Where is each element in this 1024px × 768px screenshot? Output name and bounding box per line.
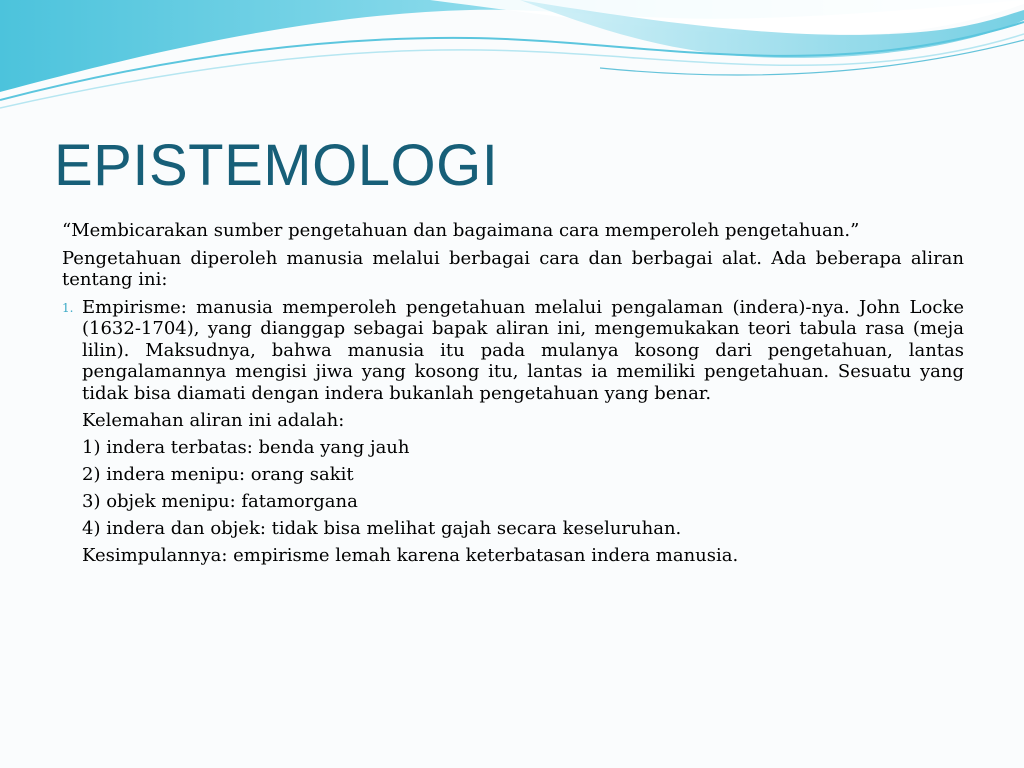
list-item-text: Empirisme: manusia memperoleh pengetahuan melalui pengalaman (indera)-nya. John Locke (1632-1704), yang dianggap sebagai bapak aliran ini, mengemukakan teori tabula rasa (meja lilin). Maksudnya, bahwa manusia itu pada mulanya kosong dari pengetahuan, lantas pengalamannya mengisi jiwa yang kosong itu, lantas ia memiliki pengetahuan. Sesuatu yang tidak bisa diamati dengan indera bukanlah pengetahuan yang benar.: [82, 296, 964, 404]
conclusion-line: Kesimpulannya: empirisme lemah karena keterbatasan indera manusia.: [82, 544, 739, 566]
weakness-line-4: 4) indera dan objek: tidak bisa melihat gajah secara keseluruhan.: [82, 517, 682, 539]
weakness-line-2: 2) indera menipu: orang sakit: [82, 463, 354, 485]
intro-paragraph: Pengetahuan diperoleh manusia melalui berbagai cara dan berbagai alat. Ada beberapa aliran tentang ini:: [62, 247, 964, 290]
quote-paragraph: “Membicarakan sumber pengetahuan dan bagaimana cara memperoleh pengetahuan.”: [62, 220, 860, 241]
slide-body: [62, 220, 964, 566]
weakness-line-1: 1) indera terbatas: benda yang jauh: [82, 436, 410, 458]
weakness-heading: Kelemahan aliran ini adalah:: [82, 409, 345, 431]
list-item: [62, 297, 964, 405]
weakness-line-3: 3) objek menipu: fatamorgana: [82, 490, 358, 512]
list-number: 1.: [62, 300, 74, 315]
slide-title: EPISTEMOLOGI: [54, 133, 499, 198]
wave-banner: [0, 0, 1024, 120]
